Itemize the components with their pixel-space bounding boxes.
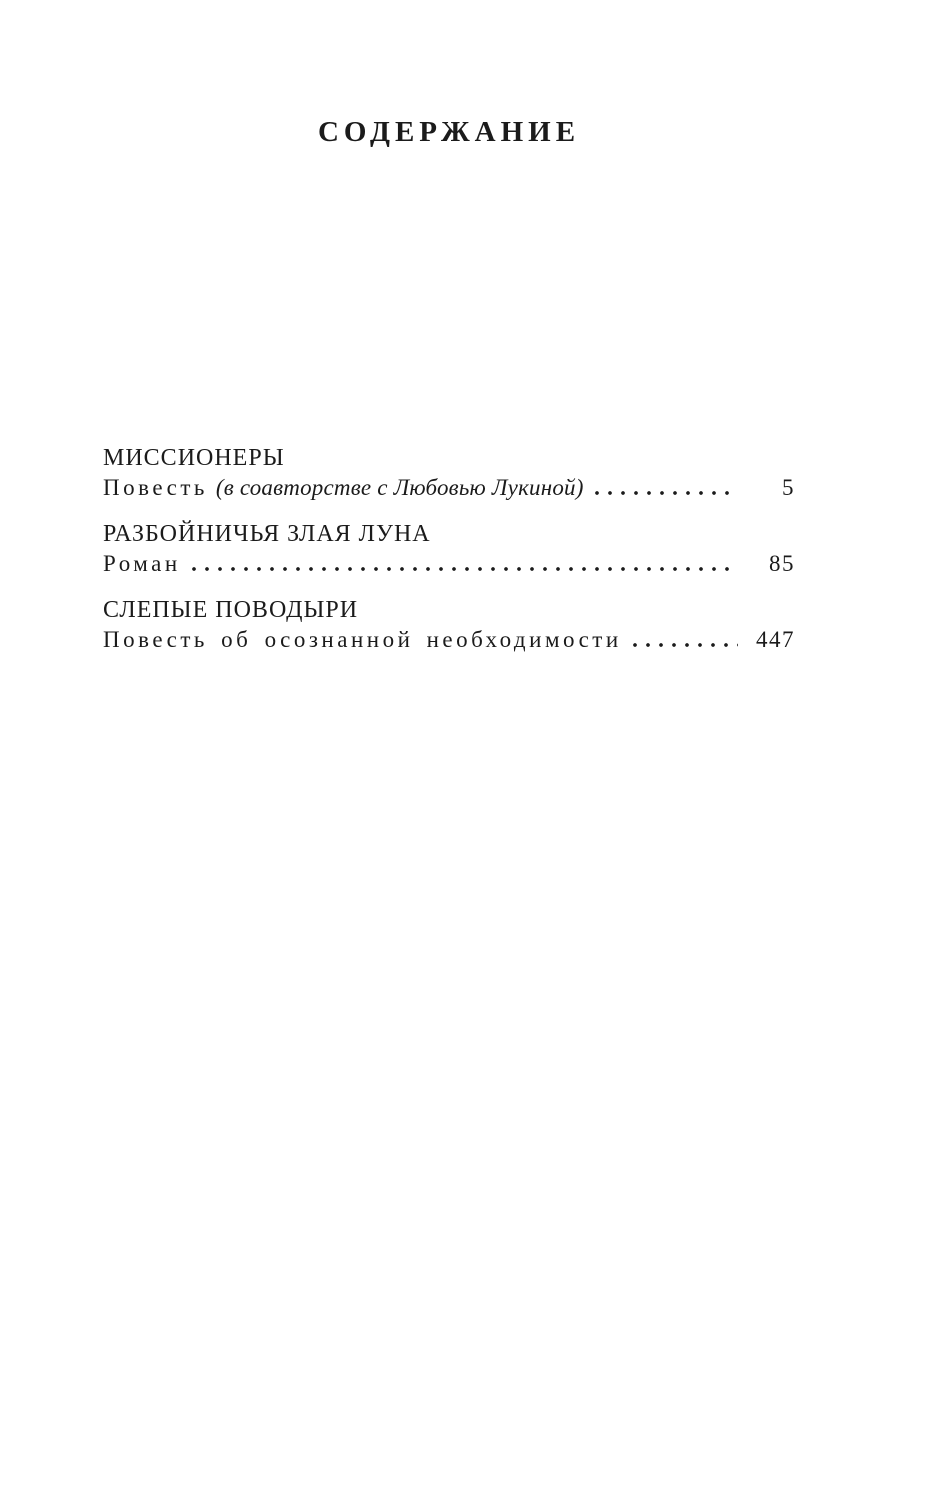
toc-entry bbox=[103, 444, 795, 502]
page-title: СОДЕРЖАНИЕ bbox=[317, 116, 581, 148]
dot-leader bbox=[192, 567, 738, 571]
toc-entry-title: РАЗБОЙНИЧЬЯ ЗЛАЯ ЛУНА bbox=[103, 521, 431, 548]
toc-entry-subtitle: Роман bbox=[103, 551, 181, 577]
toc-entry-title: СЛЕПЫЕ ПОВОДЫРИ bbox=[103, 597, 359, 624]
toc-entry-page-number: 85 bbox=[769, 551, 795, 577]
toc-entry-line bbox=[103, 473, 795, 502]
toc-entry-line bbox=[103, 549, 795, 578]
toc-page bbox=[103, 0, 795, 672]
toc-entry-subtitle: Повесть об осознанной необходимости bbox=[103, 627, 622, 653]
toc-list bbox=[103, 444, 795, 654]
toc-entry-subtitle: Повесть bbox=[103, 475, 208, 501]
toc-entry-page-number: 447 bbox=[756, 627, 795, 653]
toc-entry bbox=[103, 520, 795, 578]
toc-entry-subtitle-note: (в соавторстве с Любовью Лукиной) bbox=[215, 475, 584, 501]
toc-entry-title: МИССИОНЕРЫ bbox=[103, 445, 285, 472]
toc-entry bbox=[103, 596, 795, 654]
toc-entry-line bbox=[103, 625, 795, 654]
toc-entry-page-number: 5 bbox=[782, 475, 795, 501]
dot-leader bbox=[595, 491, 738, 495]
dot-leader bbox=[633, 643, 738, 647]
